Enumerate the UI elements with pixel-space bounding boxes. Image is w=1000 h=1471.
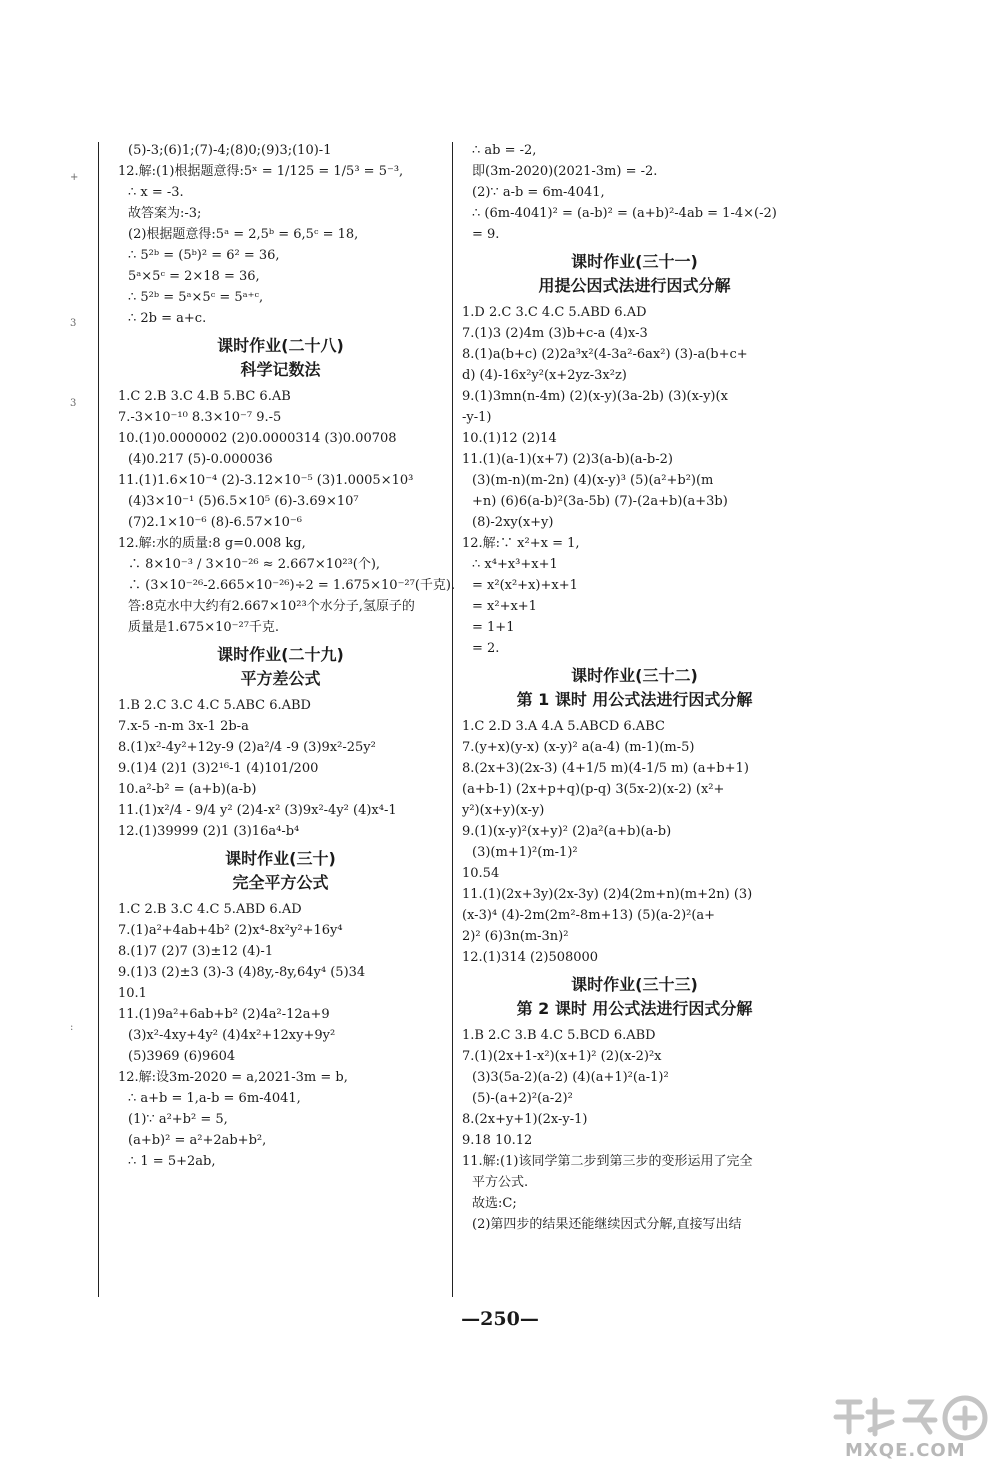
answer-line: ∴ 5²ᵇ = 5ᵃ×5ᶜ = 5ᵃ⁺ᶜ, — [128, 290, 264, 305]
answer-line: 7.(1)(2x+1-x²)(x+1)² (2)(x-2)²x — [462, 1049, 662, 1064]
answer-line: 答:8克水中大约有2.667×10²³个水分子,氢原子的 — [128, 599, 415, 614]
answer-line: 故答案为:-3; — [128, 206, 202, 221]
watermark-text: MXQE.COM — [845, 1440, 966, 1461]
answer-line: 12.解:(1)根据题意得:5ˣ = 1/125 = 1/5³ = 5⁻³, — [118, 164, 404, 179]
section-title: 课时作业(三十三) — [571, 975, 698, 994]
answer-line: 12.解:设3m-2020 = a,2021-3m = b, — [118, 1070, 348, 1085]
center-column-rule — [452, 142, 453, 1297]
answer-line: 1.B 2.C 3.C 4.C 5.ABC 6.ABD — [118, 698, 311, 713]
left-column — [118, 140, 456, 1172]
answer-line: +n) (6)6(a-b)²(3a-5b) (7)-(2a+b)(a+3b) — [472, 494, 728, 509]
answer-line: 7.(y+x)(y-x) (x-y)² a(a-4) (m-1)(m-5) — [462, 740, 695, 755]
left-column-rule — [98, 142, 99, 1297]
answer-line: = 9. — [472, 227, 500, 242]
answer-line: ∴ (3×10⁻²⁶-2.665×10⁻²⁶)÷2 = 1.675×10⁻²⁷(千克). — [128, 578, 456, 593]
section-title: 课时作业(二十八) — [217, 336, 344, 355]
answer-line: 质量是1.675×10⁻²⁷千克. — [128, 620, 280, 635]
answer-line: (2)第四步的结果还能继续因式分解,直接写出结 — [472, 1217, 742, 1232]
answer-line: 11.(1)(a-1)(x+7) (2)3(a-b)(a-b-2) — [462, 452, 673, 467]
answer-line: ∴ ab = -2, — [472, 143, 537, 158]
answer-line: 10.a²-b² = (a+b)(a-b) — [118, 782, 257, 797]
section-subtitle: 第 1 课时 用公式法进行因式分解 — [516, 690, 753, 709]
section-title: 课时作业(三十一) — [571, 252, 698, 271]
section-subtitle: 完全平方公式 — [232, 873, 329, 892]
answer-line: = 2. — [472, 641, 500, 656]
answer-line: 8.(2x+y+1)(2x-y-1) — [462, 1112, 588, 1127]
answer-line: 12.解:∵ x²+x = 1, — [462, 536, 580, 551]
answer-line: 1.C 2.B 3.C 4.B 5.BC 6.AB — [118, 389, 291, 404]
answer-line: 12.(1)314 (2)508000 — [462, 950, 599, 965]
answer-line: 2)² (6)3n(m-3n)² — [462, 929, 569, 944]
answer-line: 1.B 2.C 3.B 4.C 5.BCD 6.ABD — [462, 1028, 656, 1043]
answer-line: (2)∵ a-b = 6m-4041, — [472, 185, 605, 200]
answer-line: 7.-3×10⁻¹⁰ 8.3×10⁻⁷ 9.-5 — [118, 410, 282, 425]
answer-line: (5)-3;(6)1;(7)-4;(8)0;(9)3;(10)-1 — [128, 143, 332, 158]
answer-line: (1)∵ a²+b² = 5, — [128, 1112, 228, 1127]
answer-line: 7.x-5 -n-m 3x-1 2b-a — [118, 719, 249, 734]
answer-line: 9.(1)(x-y)²(x+y)² (2)a²(a+b)(a-b) — [462, 824, 672, 839]
answer-line: 1.C 2.B 3.C 4.C 5.ABD 6.AD — [118, 902, 302, 917]
section-title: 课时作业(三十二) — [571, 666, 698, 685]
section-subtitle: 平方差公式 — [240, 669, 321, 688]
answer-line: 12.解:水的质量:8 g=0.008 kg, — [118, 536, 306, 551]
answer-line: ∴ a+b = 1,a-b = 6m-4041, — [128, 1091, 301, 1106]
answer-line: 11.(1)(2x+3y)(2x-3y) (2)4(2m+n)(m+2n) (3) — [462, 887, 753, 902]
answer-line: ∴ x⁴+x³+x+1 — [472, 557, 558, 572]
answer-line: 5ᵃ×5ᶜ = 2×18 = 36, — [128, 269, 260, 284]
answer-line: 7.(1)3 (2)4m (3)b+c-a (4)x-3 — [462, 326, 648, 341]
margin-mark: : — [70, 1022, 74, 1033]
answer-line: 1.D 2.C 3.C 4.C 5.ABD 6.AD — [462, 305, 647, 320]
answer-line: (x-3)⁴ (4)-2m(2m²-8m+13) (5)(a-2)²(a+ — [462, 908, 716, 923]
answer-line: ∴ 5²ᵇ = (5ᵇ)² = 6² = 36, — [128, 248, 280, 263]
answer-line: ∴ x = -3. — [128, 185, 184, 200]
answer-line: 11.(1)1.6×10⁻⁴ (2)-3.12×10⁻⁵ (3)1.0005×10³ — [118, 473, 414, 488]
section-subtitle: 科学记数法 — [240, 360, 321, 379]
margin-mark: 3 — [70, 318, 77, 329]
answer-line: (8)-2xy(x+y) — [472, 515, 554, 530]
answer-line: 11.(1)9a²+6ab+b² (2)4a²-12a+9 — [118, 1007, 330, 1022]
answer-line: (3)x²-4xy+4y² (4)4x²+12xy+9y² — [128, 1028, 336, 1043]
answer-line: (4)3×10⁻¹ (5)6.5×10⁵ (6)-3.69×10⁷ — [128, 494, 359, 509]
answer-line: 10.1 — [118, 986, 147, 1001]
section-title: 课时作业(二十九) — [217, 645, 344, 664]
answer-line: ∴ 1 = 5+2ab, — [128, 1154, 216, 1169]
page-number: —250— — [461, 1308, 539, 1330]
answer-line: 12.(1)39999 (2)1 (3)16a⁴-b⁴ — [118, 824, 300, 839]
answer-line: 8.(1)x²-4y²+12y-9 (2)a²/4 -9 (3)9x²-25y² — [118, 740, 376, 755]
answer-line: ∴ (6m-4041)² = (a-b)² = (a+b)²-4ab = 1-4×(-2) — [472, 206, 777, 221]
section-subtitle: 用提公因式法进行因式分解 — [538, 276, 731, 295]
answer-line: 8.(1)7 (2)7 (3)±12 (4)-1 — [118, 944, 274, 959]
answer-line: 11.(1)x²/4 - 9/4 y² (2)4-x² (3)9x²-4y² (4)x⁴-1 — [118, 803, 397, 818]
answer-line: 10.(1)0.0000002 (2)0.0000314 (3)0.00708 — [118, 431, 397, 446]
answer-line: 1.C 2.D 3.A 4.A 5.ABCD 6.ABC — [462, 719, 665, 734]
answer-line: = x²+x+1 — [472, 599, 537, 614]
section-title: 课时作业(三十) — [225, 849, 336, 868]
answer-line: 11.解:(1)该同学第二步到第三步的变形运用了完全 — [462, 1154, 753, 1169]
answer-line: 8.(2x+3)(2x-3) (4+1/5 m)(4-1/5 m) (a+b+1) — [462, 761, 749, 776]
answer-line: 9.(1)4 (2)1 (3)2¹⁶-1 (4)101/200 — [118, 761, 319, 776]
answer-line: 10.(1)12 (2)14 — [462, 431, 557, 446]
answer-line: ∴ 8×10⁻³ / 3×10⁻²⁶ ≈ 2.667×10²³(个), — [128, 557, 381, 572]
answer-line: 7.(1)a²+4ab+4b² (2)x⁴-8x²y²+16y⁴ — [118, 923, 343, 938]
answer-line: (a+b)² = a²+2ab+b², — [128, 1133, 267, 1148]
answer-line: 平方公式. — [472, 1175, 529, 1190]
answer-line: (a+b-1) (2x+p+q)(p-q) 3(5x-2)(x-2) (x²+ — [462, 782, 725, 797]
answer-line: (5)3969 (6)9604 — [128, 1049, 236, 1064]
answer-line: (4)0.217 (5)-0.000036 — [128, 452, 273, 467]
answer-line: d) (4)-16x²y²(x+2yz-3x²z) — [462, 368, 627, 383]
answer-line: ∴ 2b = a+c. — [128, 311, 207, 326]
answer-line: -y-1) — [462, 410, 492, 425]
answer-line: (3)(m+1)²(m-1)² — [472, 845, 578, 860]
margin-mark: + — [70, 172, 79, 183]
answer-line: 9.18 10.12 — [462, 1133, 533, 1148]
answer-line: (7)2.1×10⁻⁶ (8)-6.57×10⁻⁶ — [128, 515, 302, 530]
answer-line: (3)(m-n)(m-2n) (4)(x-y)³ (5)(a²+b²)(m — [472, 473, 714, 488]
margin-mark: 3 — [70, 398, 77, 409]
answer-line: 10.54 — [462, 866, 500, 881]
section-subtitle: 第 2 课时 用公式法进行因式分解 — [516, 999, 753, 1018]
answer-line: (5)-(a+2)²(a-2)² — [472, 1091, 573, 1106]
right-column — [462, 140, 807, 1235]
answer-line: = x²(x²+x)+x+1 — [472, 578, 578, 593]
answer-line: y²)(x+y)(x-y) — [462, 803, 545, 818]
answer-line: (2)根据题意得:5ᵃ = 2,5ᵇ = 6,5ᶜ = 18, — [128, 227, 359, 242]
answer-line: 即(3m-2020)(2021-3m) = -2. — [472, 164, 658, 179]
answer-line: (3)3(5a-2)(a-2) (4)(a+1)²(a-1)² — [472, 1070, 669, 1085]
answer-line: 9.(1)3 (2)±3 (3)-3 (4)8y,-8y,64y⁴ (5)34 — [118, 965, 366, 980]
answer-line: 9.(1)3mn(n-4m) (2)(x-y)(3a-2b) (3)(x-y)(x — [462, 389, 728, 404]
answer-line: = 1+1 — [472, 620, 515, 635]
answer-line: 8.(1)a(b+c) (2)2a³x²(4-3a²-6ax²) (3)-a(b+c+ — [462, 347, 748, 362]
answer-line: 故选:C; — [472, 1196, 517, 1211]
